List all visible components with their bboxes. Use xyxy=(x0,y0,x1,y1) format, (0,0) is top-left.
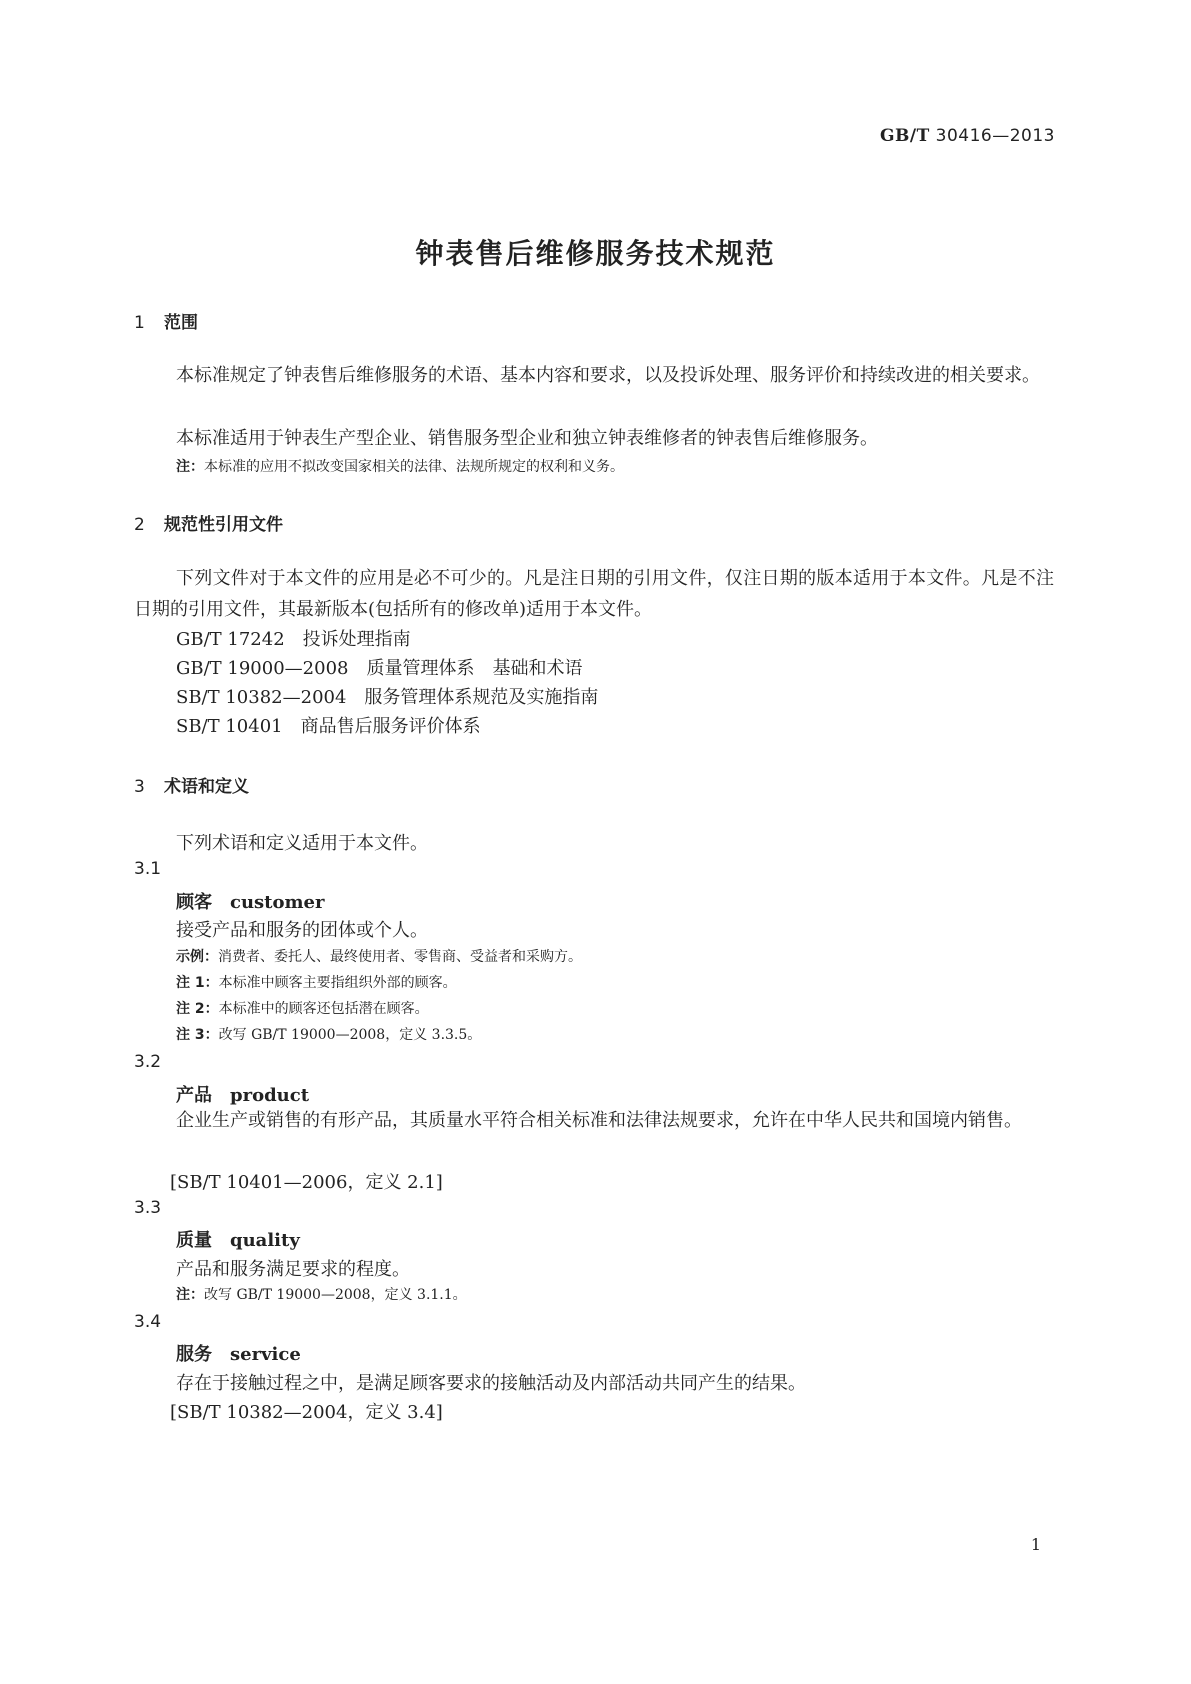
standard-code: GB/T 30416—2013 xyxy=(880,126,1055,146)
term-definition: 产品和服务满足要求的程度。 xyxy=(176,1259,410,1280)
term-definition: 存在于接触过程之中，是满足顾客要求的接触活动及内部活动共同产生的结果。 xyxy=(176,1373,806,1394)
term-heading-quality: 质量 quality xyxy=(176,1230,300,1251)
section-2-paragraph: 下列文件对于本文件的应用是必不可少的。凡是注日期的引用文件，仅注日期的版本适用于本文件。凡是不注日期的引用文件，其最新版本(包括所有的修改单)适用于本文件。 xyxy=(134,568,1054,620)
term-definition: 接受产品和服务的团体或个人。 xyxy=(176,920,428,941)
section-1-paragraph-1: 本标准规定了钟表售后维修服务的术语、基本内容和要求，以及投诉处理、服务评价和持续改进的相关要求。 xyxy=(176,365,1040,386)
page-number: 1 xyxy=(1030,1535,1041,1554)
section-1-note: 注：本标准的应用不拟改变国家相关的法律、法规所规定的权利和义务。 xyxy=(176,459,624,475)
term-heading-service: 服务 service xyxy=(176,1344,301,1365)
term-heading-customer: 顾客 customer xyxy=(176,892,325,913)
reference-item: GB/T 17242 投诉处理指南 xyxy=(176,629,411,650)
section-1-heading: 1 范围 xyxy=(134,313,198,333)
term-note-2: 注 2：本标准中的顾客还包括潜在顾客。 xyxy=(176,1001,429,1017)
term-note-3: 注 3：改写 GB/T 19000—2008，定义 3.3.5。 xyxy=(176,1027,482,1043)
term-source: [SB/T 10401—2006，定义 2.1] xyxy=(170,1172,443,1193)
section-3-heading: 3 术语和定义 xyxy=(134,777,249,797)
term-number: 3.1 xyxy=(134,859,162,879)
section-1-paragraph-2: 本标准适用于钟表生产型企业、销售服务型企业和独立钟表维修者的钟表售后维修服务。 xyxy=(176,428,878,449)
document-title: 钟表售后维修服务技术规范 xyxy=(415,237,776,270)
section-3-intro: 下列术语和定义适用于本文件。 xyxy=(176,833,428,854)
reference-item: SB/T 10401 商品售后服务评价体系 xyxy=(176,716,481,737)
reference-item: GB/T 19000—2008 质量管理体系 基础和术语 xyxy=(176,658,583,679)
term-note-1: 注 1：本标准中顾客主要指组织外部的顾客。 xyxy=(176,975,457,991)
term-number: 3.4 xyxy=(134,1312,162,1332)
term-number: 3.2 xyxy=(134,1052,162,1072)
term-heading-product: 产品 product xyxy=(176,1085,310,1106)
term-source: [SB/T 10382—2004，定义 3.4] xyxy=(170,1402,443,1423)
section-2-heading: 2 规范性引用文件 xyxy=(134,515,283,535)
reference-item: SB/T 10382—2004 服务管理体系规范及实施指南 xyxy=(176,687,599,708)
term-note: 注：改写 GB/T 19000—2008，定义 3.1.1。 xyxy=(176,1287,467,1303)
term-example: 示例：消费者、委托人、最终使用者、零售商、受益者和采购方。 xyxy=(176,949,582,965)
term-number: 3.3 xyxy=(134,1198,162,1218)
term-definition: 企业生产或销售的有形产品，其质量水平符合相关标准和法律法规要求，允许在中华人民共和国境内销售。 xyxy=(176,1110,1022,1131)
